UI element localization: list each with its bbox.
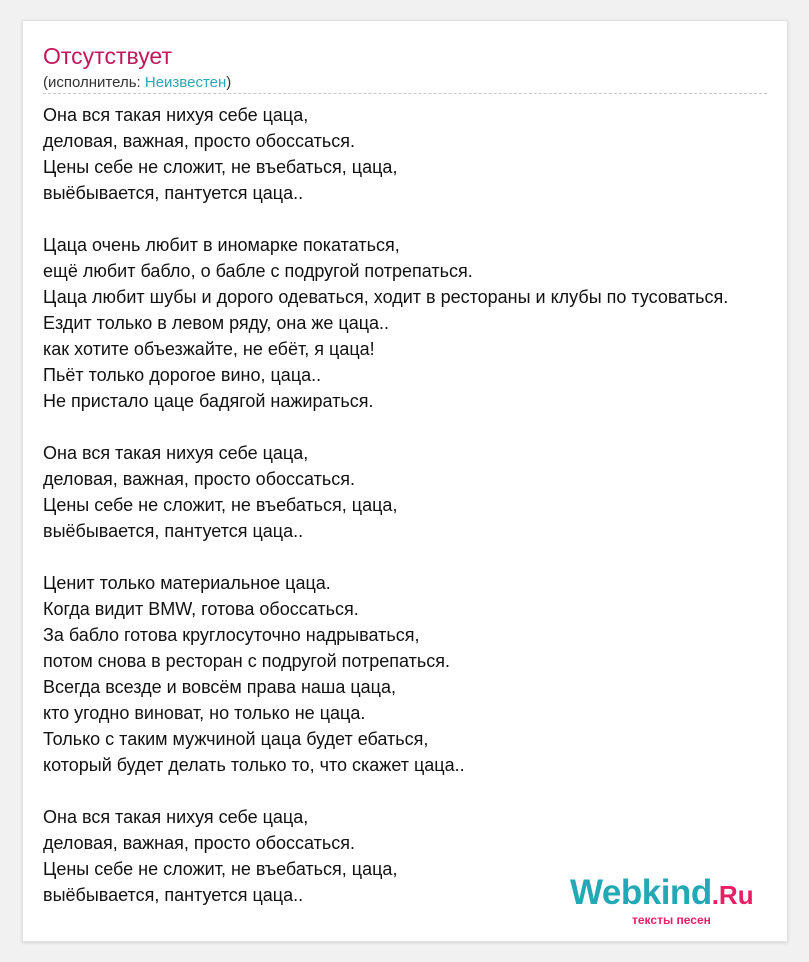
logo-brand: Webkind <box>570 873 712 912</box>
lyric-line: ещё любит бабло, о бабле с подругой потрепаться. <box>43 261 473 281</box>
lyric-line: Когда видит BMW, готова обоссаться. <box>43 599 359 619</box>
site-logo[interactable] <box>570 873 770 927</box>
stanza-gap <box>43 778 728 804</box>
lyric-line: выёбывается, пантуется цаца.. <box>43 521 304 541</box>
lyric-line: Пьёт только дорогое вино, цаца.. <box>43 365 322 385</box>
artist-prefix: (исполнитель: <box>43 74 145 91</box>
lyric-line: Ценит только материальное цаца. <box>43 573 331 593</box>
lyric-line: Только с таким мужчиной цаца будет ебаться, <box>43 729 429 749</box>
lyric-line: Не пристало цаце бадягой нажираться. <box>43 391 374 411</box>
lyric-line: Ездит только в левом ряду, она же цаца.. <box>43 313 390 333</box>
lyric-line: потом снова в ресторан с подругой потрепаться. <box>43 651 450 671</box>
lyric-line: Всегда всезде и вовсём права наша цаца, <box>43 677 396 697</box>
lyric-line: деловая, важная, просто обоссаться. <box>43 131 356 151</box>
lyric-line: который будет делать только то, что скажет цаца.. <box>43 755 465 775</box>
stanza-gap <box>43 414 728 440</box>
lyric-line: Цаца любит шубы и дорого одеваться, ходит в рестораны и клубы по тусоваться. <box>43 287 729 307</box>
divider <box>43 93 767 94</box>
lyric-line: выёбывается, пантуется цаца.. <box>43 885 304 905</box>
stanza-gap <box>43 544 728 570</box>
artist-suffix: ) <box>226 74 232 91</box>
lyric-line: выёбывается, пантуется цаца.. <box>43 183 304 203</box>
lyrics-text <box>43 102 728 908</box>
lyric-line: как хотите объезжайте, не ебёт, я цаца! <box>43 339 375 359</box>
lyric-line: деловая, важная, просто обоссаться. <box>43 469 356 489</box>
lyric-line: Она вся такая нихуя себе цаца, <box>43 443 309 463</box>
lyric-line: Она вся такая нихуя себе цаца, <box>43 105 309 125</box>
lyric-line: За бабло готова круглосуточно надрываться, <box>43 625 420 645</box>
lyric-line: Она вся такая нихуя себе цаца, <box>43 807 309 827</box>
stanza-gap <box>43 206 728 232</box>
logo-tagline: тексты песен <box>632 913 711 927</box>
song-title: Отсутствует <box>43 43 172 69</box>
lyric-line: Цаца очень любит в иномарке покататься, <box>43 235 400 255</box>
lyric-line: кто угодно виноват, но только не цаца. <box>43 703 366 723</box>
lyric-line: Цены себе не сложит, не въебаться, цаца, <box>43 157 398 177</box>
logo-tld: .Ru <box>711 880 754 910</box>
lyric-line: деловая, важная, просто обоссаться. <box>43 833 356 853</box>
lyrics-card <box>22 20 788 942</box>
lyric-line: Цены себе не сложит, не въебаться, цаца, <box>43 859 398 879</box>
artist-line <box>43 74 231 91</box>
artist-link[interactable]: Неизвестен <box>144 74 227 91</box>
lyric-line: Цены себе не сложит, не въебаться, цаца, <box>43 495 398 515</box>
